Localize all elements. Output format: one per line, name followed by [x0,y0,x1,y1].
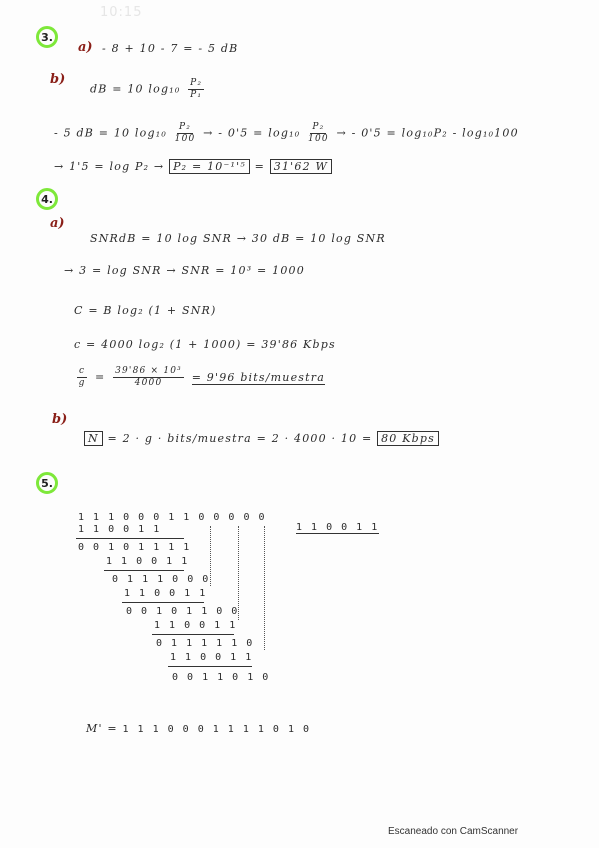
section-4a-line5 [74,366,325,389]
section-3b-line2 [54,122,519,145]
carry-line-2 [238,526,239,620]
denominator: 100 [308,134,329,144]
m-prime-label: M' = [86,722,118,735]
division-rule-1 [76,538,184,539]
denominator: g [78,378,86,388]
boxed-p2: P₂ = 10⁻¹'⁵ [169,159,250,174]
carry-line-3 [264,526,265,650]
denominator: 100 [174,134,196,144]
numerator: c [79,366,86,376]
fraction-capacity [113,366,184,389]
numerator: 39'86 × 10³ [115,366,182,376]
bitrate-equation: = 2 · g · bits/muestra = 2 · 4000 · 10 = [107,432,373,445]
eq-part1: → 1'5 = log P₂ → [54,160,165,173]
division-rule-2 [104,570,184,571]
division-row-8: 0 1 1 1 1 1 0 [156,638,254,649]
result-80kbps: 80 Kbps [377,431,439,446]
denominator: 4000 [134,378,163,388]
m-prime-line [86,722,311,735]
camscanner-footer: Escaneado con CamScanner [388,826,519,837]
section-4a-line4: c = 4000 log₂ (1 + 1000) = 39'86 Kbps [74,338,336,351]
section-3b-label: b) [50,72,66,87]
division-row-1: 1 1 0 0 1 1 [78,524,161,535]
section-4b-line [84,432,439,445]
division-rule-5 [168,666,252,667]
numerator: P₂ [179,122,192,132]
boxed-n: N [84,431,103,446]
division-row-9: 1 1 0 0 1 1 [170,652,253,663]
equals: = [254,160,266,173]
section-3a-label: a) [78,40,93,55]
division-row-3: 1 1 0 0 1 1 [106,556,189,567]
eq-part3: → - 0'5 = log₁₀P₂ - log₁₀100 [336,126,519,140]
division-row-4: 0 1 1 1 0 0 0 [112,574,210,585]
section-5-badge: 5. [36,472,58,494]
section-3-badge: 3. [36,26,58,48]
db-definition: dB = 10 log₁₀ [90,82,181,96]
denominator: P₁ [190,90,203,100]
section-4b-label: b) [52,412,68,427]
carry-line-1 [210,526,211,586]
numerator: P₂ [190,78,203,88]
division-row-5: 1 1 0 0 1 1 [124,588,207,599]
section-4a-line2: → 3 = log SNR → SNR = 10³ = 1000 [64,264,305,277]
section-4a-line3: C = B log₂ (1 + SNR) [74,304,217,317]
equals: = [94,370,106,384]
eq-part1: - 5 dB = 10 log₁₀ [54,126,167,140]
division-row-0: 1 1 1 0 0 0 1 1 0 0 0 0 0 [78,512,267,523]
fraction-p2-p1 [188,78,204,101]
faint-header: 10:15 [100,5,143,20]
division-row-6: 0 0 1 0 1 1 0 0 [126,606,239,617]
division-row-7: 1 1 0 0 1 1 [154,620,237,631]
section-3b-line3 [54,160,332,173]
section-4a-line1: SNRdB = 10 log SNR → 30 dB = 10 log SNR [90,232,386,245]
section-3b-line1 [90,78,207,101]
divisor: 1 1 0 0 1 1 [296,522,379,533]
division-row-10: 0 0 1 1 0 1 0 [172,672,270,683]
division-row-2: 0 0 1 0 1 1 1 1 [78,542,191,553]
m-prime-value: 1 1 1 0 0 0 1 1 1 1 0 1 0 [122,724,311,735]
numerator: P₂ [312,122,325,132]
fraction-p2-100 [175,122,196,145]
section-4a-label: a) [50,216,65,231]
section-3a-equation: - 8 + 10 - 7 = - 5 dB [102,42,239,55]
eq-part2: → - 0'5 = log₁₀ [203,126,301,140]
fraction-p2-100-b [308,122,329,145]
section-4-badge: 4. [36,188,58,210]
bits-per-sample-result: = 9'96 bits/muestra [191,370,325,384]
division-rule-3 [122,602,204,603]
division-rule-4 [152,634,234,635]
fraction-c-g [77,366,87,389]
result-3162w: 31'62 W [270,159,332,174]
